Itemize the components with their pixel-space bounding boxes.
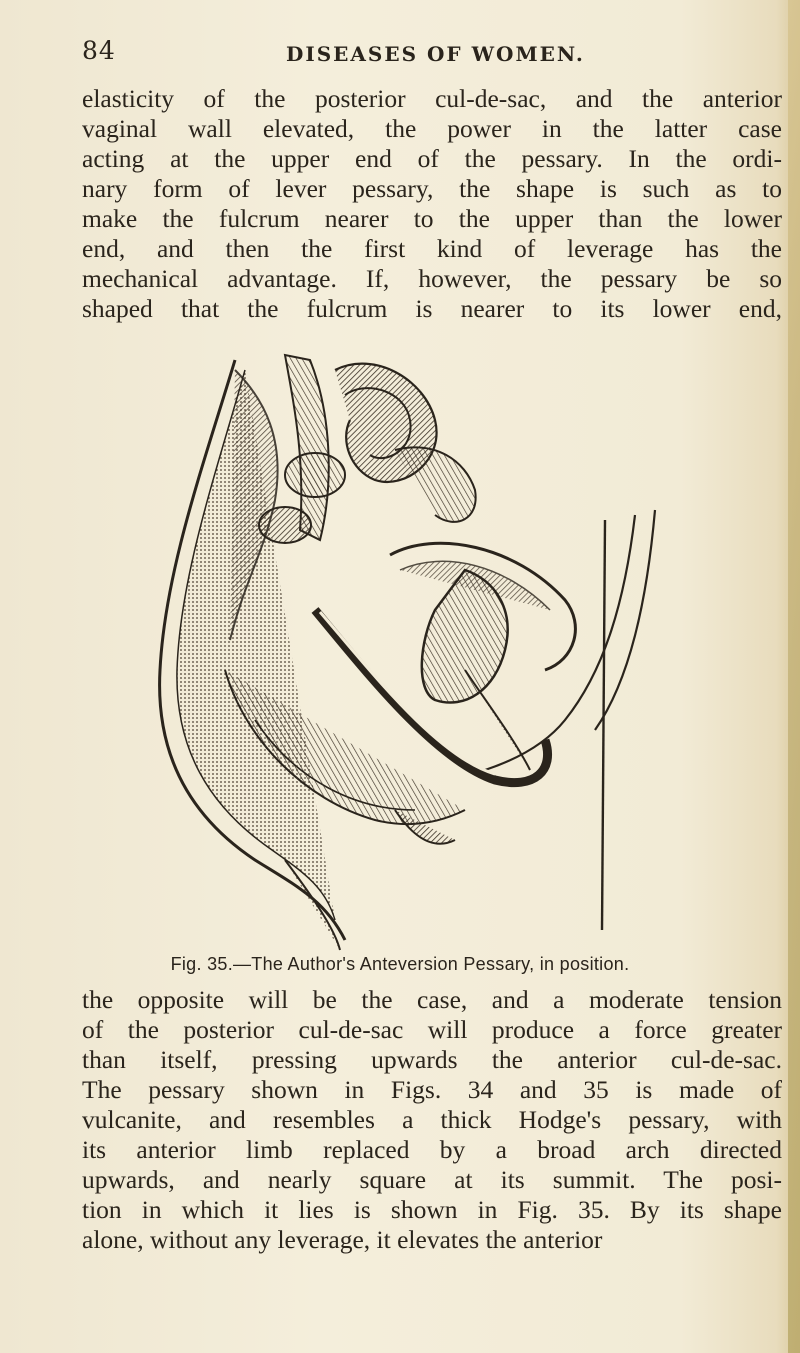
figure-caption: Fig. 35.—The Author's Anteversion Pessary, in position.: [170, 954, 630, 974]
text-line: vulcanite, and resembles a thick Hodge's pessary, with: [82, 1105, 782, 1134]
text-line: of the posterior cul-de-sac will produce a force greater: [82, 1015, 782, 1044]
text-line: the opposite will be the case, and a moderate tension: [82, 985, 782, 1014]
text-line: its anterior limb replaced by a broad arch directed: [82, 1135, 782, 1164]
text-line: upwards, and nearly square at its summit. The posi-: [82, 1165, 782, 1194]
anatomical-illustration: [135, 340, 675, 960]
page-header: [82, 36, 740, 66]
paragraph-bottom: [82, 985, 782, 1255]
text-line: nary form of lever pessary, the shape is such as to: [82, 174, 782, 203]
text-line: alone, without any leverage, it elevates the anterior: [82, 1225, 603, 1254]
paragraph-top: [82, 84, 782, 324]
page-number: 84: [82, 36, 116, 65]
text-line: acting at the upper end of the pessary. In the ordi-: [82, 144, 782, 173]
pelvis-section-drawing: [135, 340, 675, 960]
text-line: make the fulcrum nearer to the upper than the lower: [82, 204, 782, 233]
text-line: mechanical advantage. If, however, the pessary be so: [82, 264, 782, 293]
text-line: tion in which it lies is shown in Fig. 35. By its shape: [82, 1195, 782, 1224]
text-line: end, and then the first kind of leverage has the: [82, 234, 782, 263]
text-line: elasticity of the posterior cul-de-sac, and the anterior: [82, 84, 782, 113]
page-edge: [788, 0, 800, 1353]
text-line: shaped that the fulcrum is nearer to its lower end,: [82, 294, 782, 323]
running-head: DISEASES OF WOMEN.: [286, 42, 585, 66]
text-line: The pessary shown in Figs. 34 and 35 is made of: [82, 1075, 782, 1104]
text-line: than itself, pressing upwards the anterior cul-de-sac.: [82, 1045, 782, 1074]
text-line: vaginal wall elevated, the power in the latter case: [82, 114, 782, 143]
